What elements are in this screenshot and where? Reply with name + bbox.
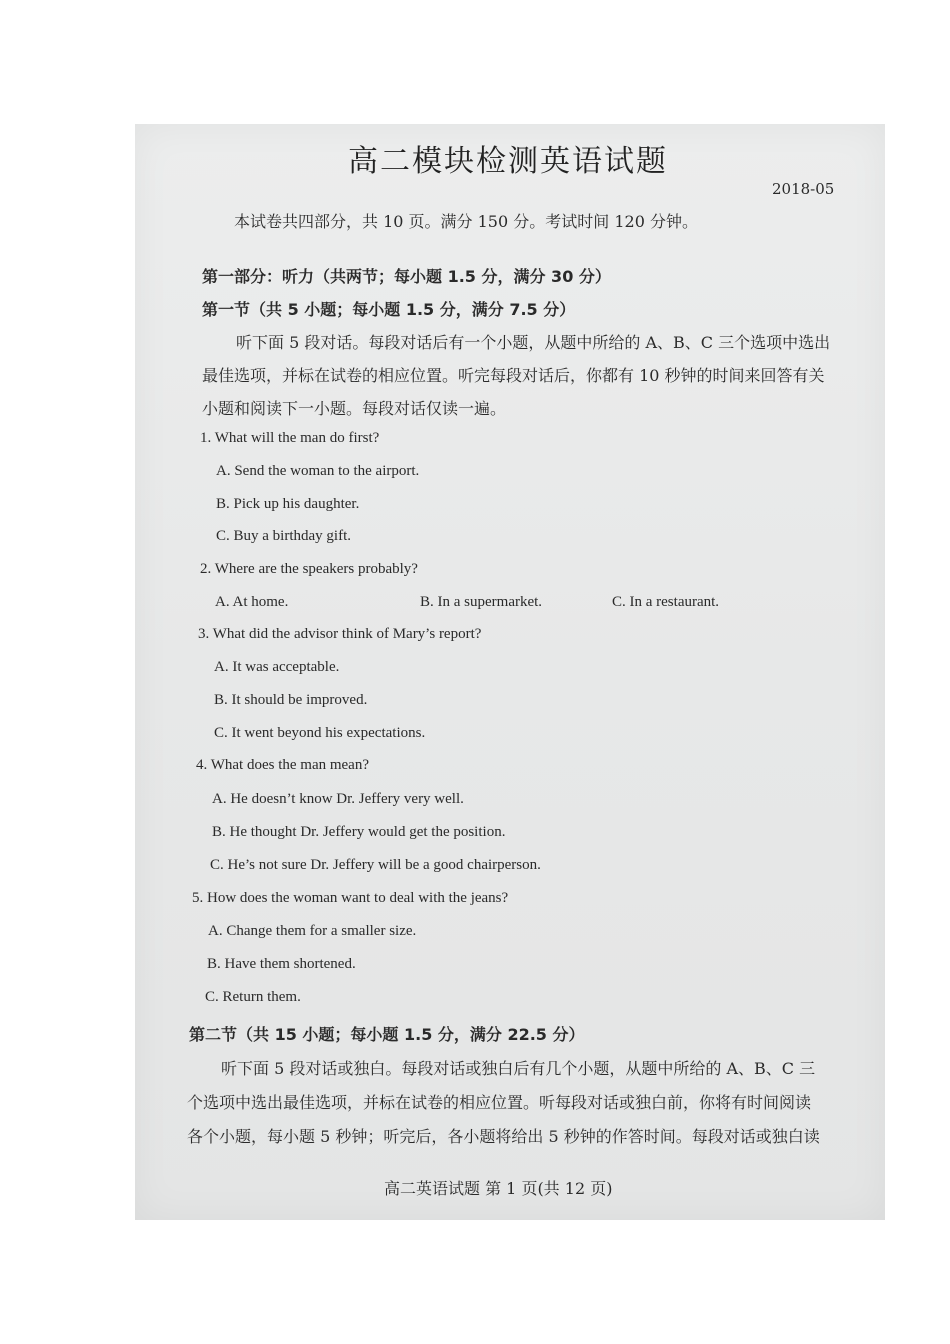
question-option: A. At home. [215, 594, 289, 610]
question-option: A. Send the woman to the airport. [216, 463, 420, 479]
question-option: B. He thought Dr. Jeffery would get the position. [212, 824, 506, 840]
section1-instruction-line: 小题和阅读下一小题。每段对话仅读一遍。 [202, 399, 507, 418]
exam-intro: 本试卷共四部分，共 10 页。满分 150 分。考试时间 120 分钟。 [234, 212, 698, 231]
question-option: A. It was acceptable. [214, 659, 340, 675]
question-option: C. It went beyond his expectations. [214, 725, 426, 741]
question-option: C. He’s not sure Dr. Jeffery will be a good chairperson. [210, 857, 541, 873]
section1-instruction-line: 最佳选项，并标在试卷的相应位置。听完每段对话后，你都有 10 秒钟的时间来回答有关 [202, 366, 825, 385]
question-stem: 5. How does the woman want to deal with the jeans? [192, 890, 509, 906]
part1-heading: 第一部分：听力（共两节；每小题 1.5 分，满分 30 分） [202, 267, 611, 286]
page-footer: 高二英语试题 第 1 页(共 12 页) [384, 1179, 613, 1198]
section2-instruction-line: 各个小题，每小题 5 秒钟；听完后，各小题将给出 5 秒钟的作答时间。每段对话或独白读 [187, 1127, 820, 1146]
question-option: A. Change them for a smaller size. [208, 923, 417, 939]
question-option: B. In a supermarket. [420, 594, 543, 610]
question-option: C. In a restaurant. [612, 594, 720, 610]
question-stem: 3. What did the advisor think of Mary’s report? [198, 626, 482, 642]
question-option: C. Return them. [205, 989, 301, 1005]
question-option: A. He doesn’t know Dr. Jeffery very well. [212, 791, 464, 807]
question-stem: 2. Where are the speakers probably? [200, 561, 418, 577]
question-stem: 4. What does the man mean? [196, 757, 369, 773]
exam-title: 高二模块检测英语试题 [348, 144, 668, 179]
section1-instruction-line: 听下面 5 段对话。每段对话后有一个小题，从题中所给的 A、B、C 三个选项中选出 [236, 333, 831, 352]
section2-instruction-line: 个选项中选出最佳选项，并标在试卷的相应位置。听每段对话或独白前，你将有时间阅读 [187, 1093, 812, 1112]
question-stem: 1. What will the man do first? [200, 430, 380, 446]
question-option: B. It should be improved. [214, 692, 368, 708]
question-option: B. Have them shortened. [207, 956, 356, 972]
exam-date: 2018-05 [772, 180, 835, 198]
question-option: B. Pick up his daughter. [216, 496, 360, 512]
question-option: C. Buy a birthday gift. [216, 528, 351, 544]
section2-heading: 第二节（共 15 小题；每小题 1.5 分，满分 22.5 分） [189, 1025, 585, 1044]
section1-heading: 第一节（共 5 小题；每小题 1.5 分，满分 7.5 分） [202, 300, 576, 319]
section2-instruction-line: 听下面 5 段对话或独白。每段对话或独白后有几个小题，从题中所给的 A、B、C 三 [221, 1059, 816, 1078]
